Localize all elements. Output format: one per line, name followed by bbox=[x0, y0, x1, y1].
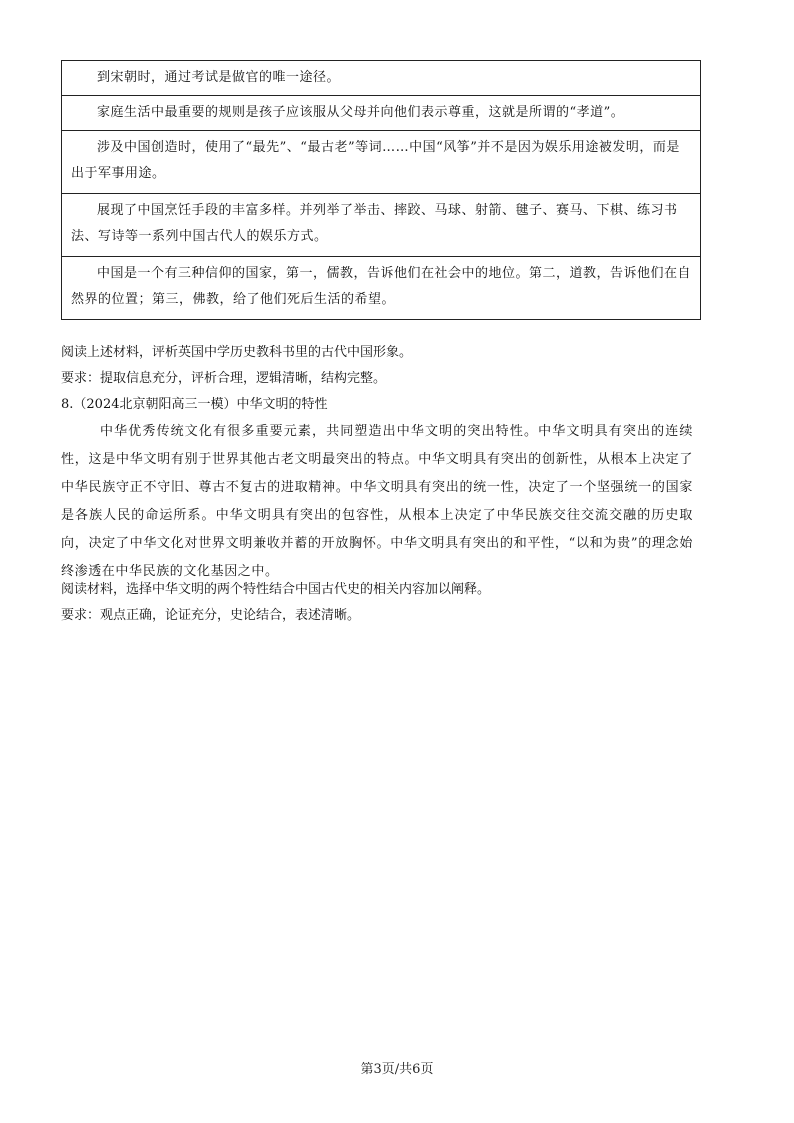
material-table bbox=[61, 60, 701, 320]
table-row: 涉及中国创造时，使用了“最先”、“最古老”等词……中国“风筝”并不是因为娱乐用途被发明，而是出于军事用途。 bbox=[62, 131, 700, 194]
table-row: 家庭生活中最重要的规则是孩子应该服从父母并向他们表示尊重，这就是所谓的“孝道”。 bbox=[62, 96, 700, 131]
question8-title: 8.（2024北京朝阳高三一模）中华文明的特性 bbox=[61, 397, 328, 412]
question8-passage: 中华优秀传统文化有很多重要元素，共同塑造出中华文明的突出特性。中华文明具有突出的连续性，这是中华文明有别于世界其他古老文明最突出的特点。中华文明具有突出的创新性，从根本上决定了中华民族守正不守旧、尊古不复古的进取精神。中华文明具有突出的统一性，决定了一个坚强统一的国家是各族人民的命运所系。中华文明具有突出的包容性，从根本上决定了中华民族交往交流交融的历史取向，决定了中华文化对世界文明兼收并蓄的开放胸怀。中华文明具有突出的和平性，“以和为贵”的理念始终渗透在中华民族的文化基因之中。 bbox=[61, 424, 693, 579]
page-number: 第3页/共6页 bbox=[360, 1062, 434, 1077]
table-row: 到宋朝时，通过考试是做官的唯一途径。 bbox=[62, 61, 700, 96]
question8-requirement: 要求：观点正确，论证充分，史论结合，表述清晰。 bbox=[61, 608, 361, 623]
table-row: 展现了中国烹饪手段的丰富多样。并列举了举击、摔跤、马球、射箭、毽子、赛马、下棋、练习书法、写诗等一系列中国古代人的娱乐方式。 bbox=[62, 194, 700, 257]
question8-prompt: 阅读材料，选择中华文明的两个特性结合中国古代史的相关内容加以阐释。 bbox=[61, 582, 491, 597]
question7-prompt: 阅读上述材料，评析英国中学历史教科书里的古代中国形象。 bbox=[61, 345, 413, 360]
question7-requirement: 要求：提取信息充分，评析合理，逻辑清晰，结构完整。 bbox=[61, 371, 387, 386]
table-row: 中国是一个有三种信仰的国家，第一，儒教，告诉他们在社会中的地位。第二，道教，告诉他们在自然界的位置；第三，佛教，给了他们死后生活的希望。 bbox=[71, 266, 692, 307]
